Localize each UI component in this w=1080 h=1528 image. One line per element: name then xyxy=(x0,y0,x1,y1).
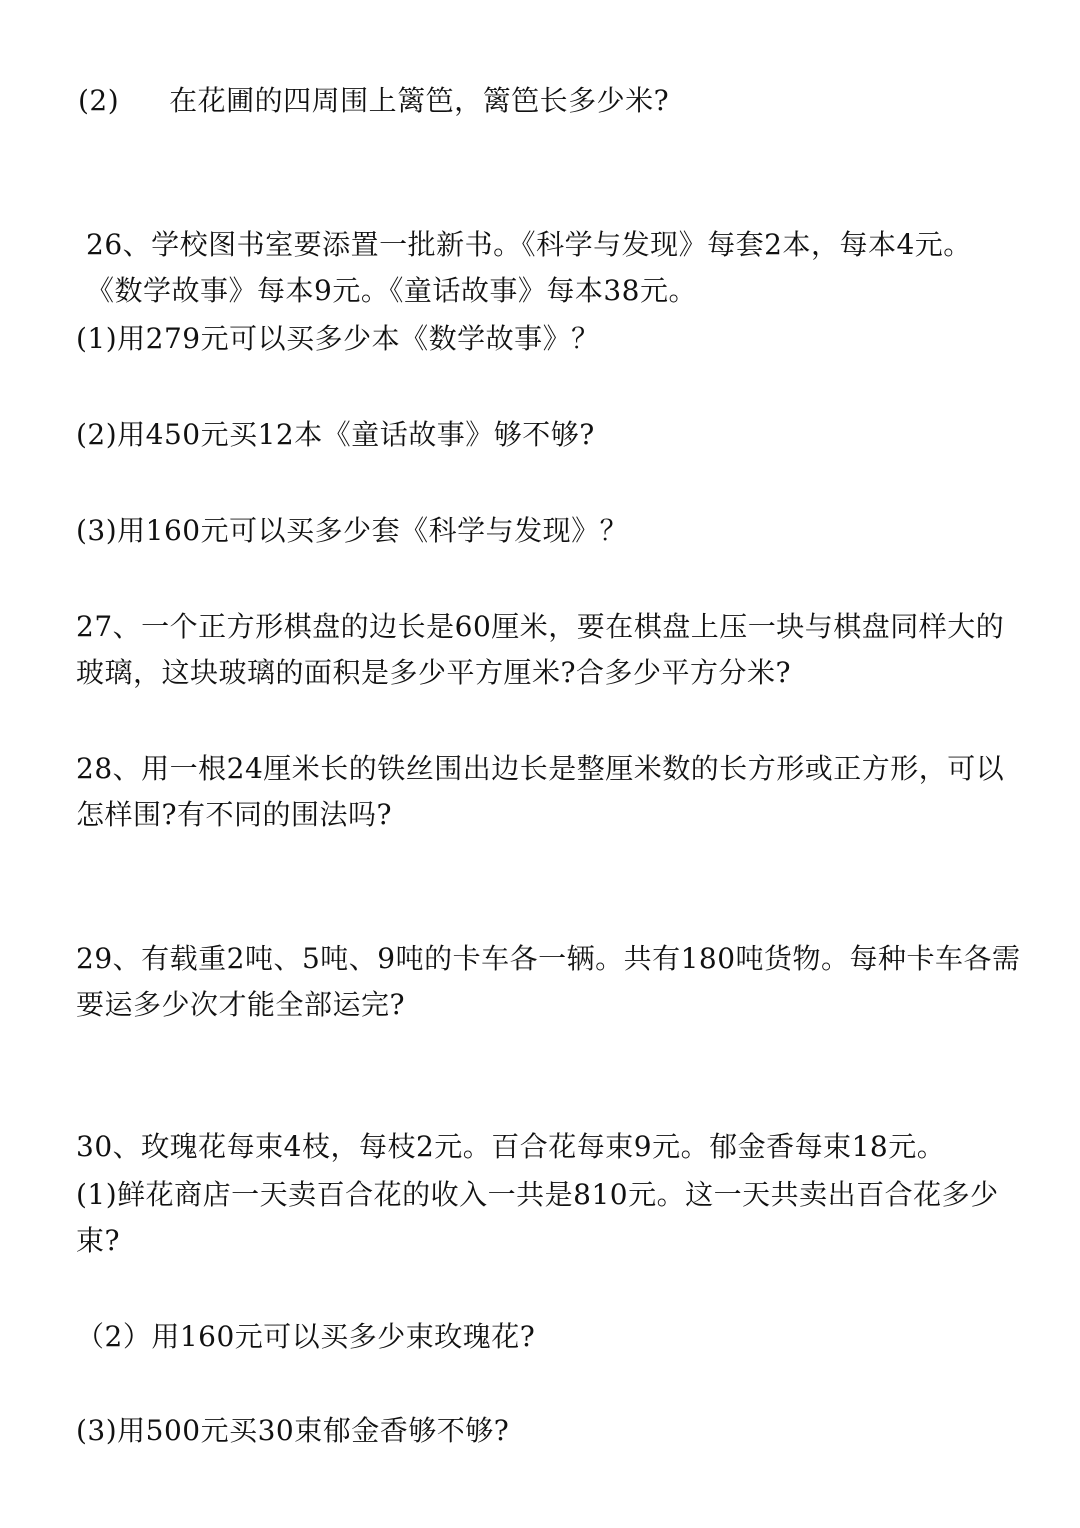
q30-part3: (3)用500元买30束郁金香够不够? xyxy=(76,1414,510,1447)
q26-part2: (2)用450元买12本《童话故事》够不够? xyxy=(76,418,595,451)
q25-part2-number: (2) xyxy=(78,84,120,117)
q29-line1: 29、有载重2吨、5吨、9吨的卡车各一辆。共有180吨货物。每种卡车各需 xyxy=(76,942,1021,975)
q30-line1: 30、玫瑰花每束4枝，每枝2元。百合花每束9元。郁金香每束18元。 xyxy=(76,1130,946,1163)
q29-line2: 要运多少次才能全部运完? xyxy=(76,988,406,1021)
q28-line2: 怎样围?有不同的围法吗? xyxy=(76,798,393,831)
q27-line1: 27、一个正方形棋盘的边长是60厘米，要在棋盘上压一块与棋盘同样大的 xyxy=(76,610,1005,643)
q26-line1: 26、学校图书室要添置一批新书。《科学与发现》每套2本，每本4元。 xyxy=(86,228,972,261)
q27-line2: 玻璃，这块玻璃的面积是多少平方厘米?合多少平方分米? xyxy=(76,656,792,689)
q26-part3: (3)用160元可以买多少套《科学与发现》？ xyxy=(76,514,629,547)
q30-part2: （2）用160元可以买多少束玫瑰花? xyxy=(76,1320,536,1353)
q28-line1: 28、用一根24厘米长的铁丝围出边长是整厘米数的长方形或正方形，可以 xyxy=(76,752,1005,785)
q26-line2: 《数学故事》每本9元。《童话故事》每本38元。 xyxy=(86,274,697,307)
q30-part1-line1: (1)鲜花商店一天卖百合花的收入一共是810元。这一天共卖出百合花多少 xyxy=(76,1178,999,1211)
q25-part2-text: 在花圃的四周围上篱笆，篱笆长多少米? xyxy=(169,84,670,117)
q30-part1-line2: 束? xyxy=(76,1224,121,1257)
q26-part1: (1)用279元可以买多少本《数学故事》？ xyxy=(76,322,600,355)
q25-part2 xyxy=(78,84,669,118)
